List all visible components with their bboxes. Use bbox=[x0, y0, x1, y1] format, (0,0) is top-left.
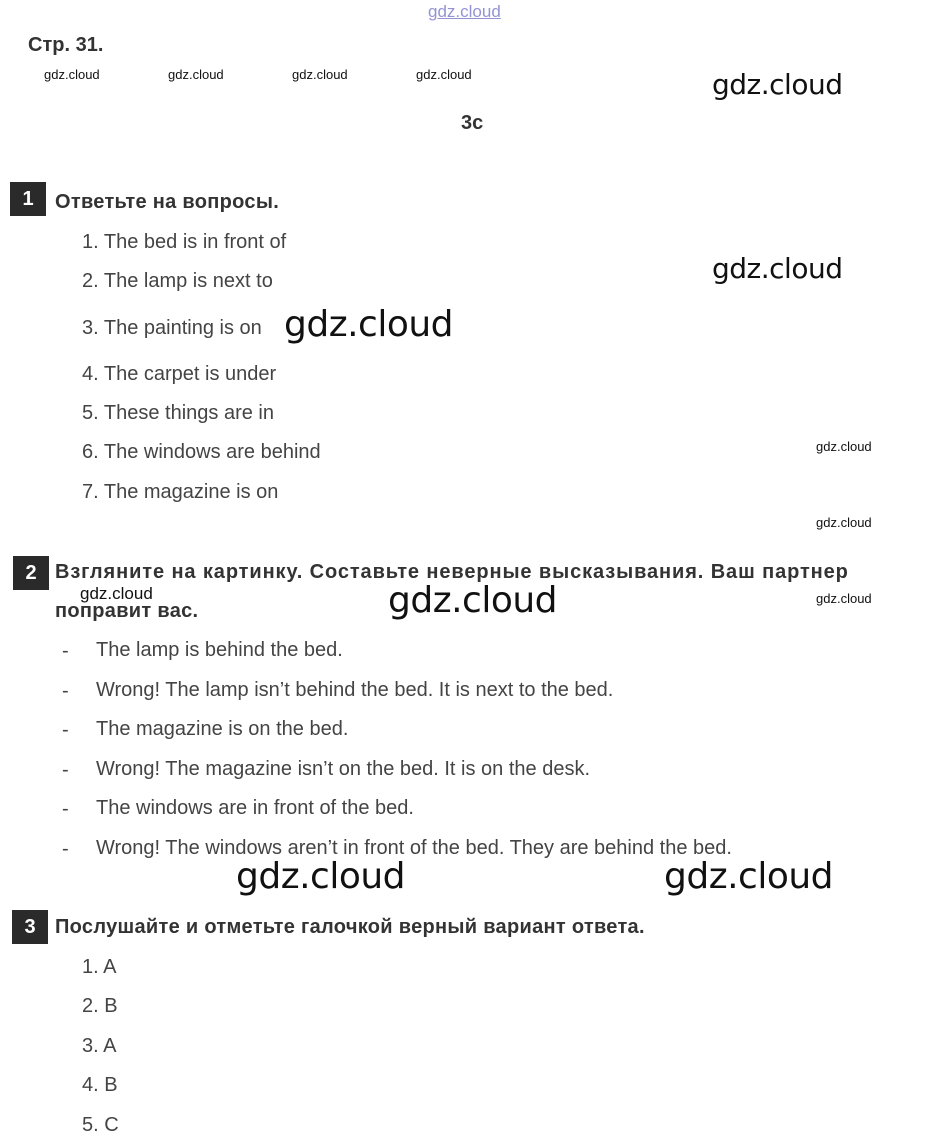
answer-item: 5. C bbox=[82, 1114, 119, 1136]
dialogue-dash: - bbox=[62, 719, 69, 741]
dialogue-dash: - bbox=[62, 680, 69, 702]
watermark-small: gdz.cloud bbox=[816, 439, 872, 454]
exercise-heading-continued: поправит вас. bbox=[55, 600, 199, 622]
watermark-small: gdz.cloud bbox=[44, 67, 100, 82]
watermark-small: gdz.cloud bbox=[80, 584, 153, 603]
answer-item: 5. These things are in bbox=[82, 402, 274, 424]
watermark-small: gdz.cloud bbox=[416, 67, 472, 82]
exercise-number-badge: 3 bbox=[12, 910, 48, 944]
dialogue-dash: - bbox=[62, 838, 69, 860]
answer-item: 4. The carpet is under bbox=[82, 363, 277, 385]
answer-item: 4. B bbox=[82, 1074, 118, 1096]
answer-item: 3. The painting is on bbox=[82, 317, 262, 339]
dialogue-line: Wrong! The lamp isn’t behind the bed. It is next to the bed. bbox=[96, 679, 614, 701]
exercise-number-badge: 2 bbox=[13, 556, 49, 590]
answer-item: 2. B bbox=[82, 995, 118, 1017]
dialogue-dash: - bbox=[62, 759, 69, 781]
watermark-large: gdz.cloud bbox=[712, 68, 843, 101]
dialogue-line: Wrong! The magazine isn’t on the bed. It is on the desk. bbox=[96, 758, 590, 780]
exercise-heading: Послушайте и отметьте галочкой верный вариант ответа. bbox=[55, 916, 645, 938]
watermark-large: gdz.cloud bbox=[388, 580, 558, 621]
watermark-small: gdz.cloud bbox=[816, 591, 872, 606]
answer-item: 3. A bbox=[82, 1035, 117, 1057]
dialogue-dash: - bbox=[62, 798, 69, 820]
answer-item: 2. The lamp is next to bbox=[82, 270, 273, 292]
watermark-small: gdz.cloud bbox=[292, 67, 348, 82]
watermark-large: gdz.cloud bbox=[284, 304, 454, 345]
dialogue-line: The lamp is behind the bed. bbox=[96, 639, 343, 661]
page-title: Стр. 31. bbox=[28, 34, 104, 56]
answer-item: 7. The magazine is on bbox=[82, 481, 279, 503]
exercise-heading: Ответьте на вопросы. bbox=[55, 191, 280, 213]
watermark-large: gdz.cloud bbox=[712, 252, 843, 285]
answer-item: 1. A bbox=[82, 956, 117, 978]
answer-item: 6. The windows are behind bbox=[82, 441, 321, 463]
exercise-heading: Взгляните на картинку. Составьте неверные высказывания. Ваш партнер bbox=[55, 561, 849, 583]
dialogue-line: The magazine is on the bed. bbox=[96, 718, 349, 740]
dialogue-dash: - bbox=[62, 640, 69, 662]
dialogue-line: Wrong! The windows aren’t in front of the bed. They are behind the bed. bbox=[96, 837, 732, 859]
watermark-small: gdz.cloud bbox=[816, 515, 872, 530]
dialogue-line: The windows are in front of the bed. bbox=[96, 797, 414, 819]
unit-label: 3c bbox=[461, 112, 484, 134]
answer-item: 1. The bed is in front of bbox=[82, 231, 287, 253]
watermark-small: gdz.cloud bbox=[168, 67, 224, 82]
watermark-large: gdz.cloud bbox=[236, 856, 406, 897]
watermark-large: gdz.cloud bbox=[664, 856, 834, 897]
exercise-number-badge: 1 bbox=[10, 182, 46, 216]
watermark-top[interactable]: gdz.cloud bbox=[428, 2, 501, 21]
